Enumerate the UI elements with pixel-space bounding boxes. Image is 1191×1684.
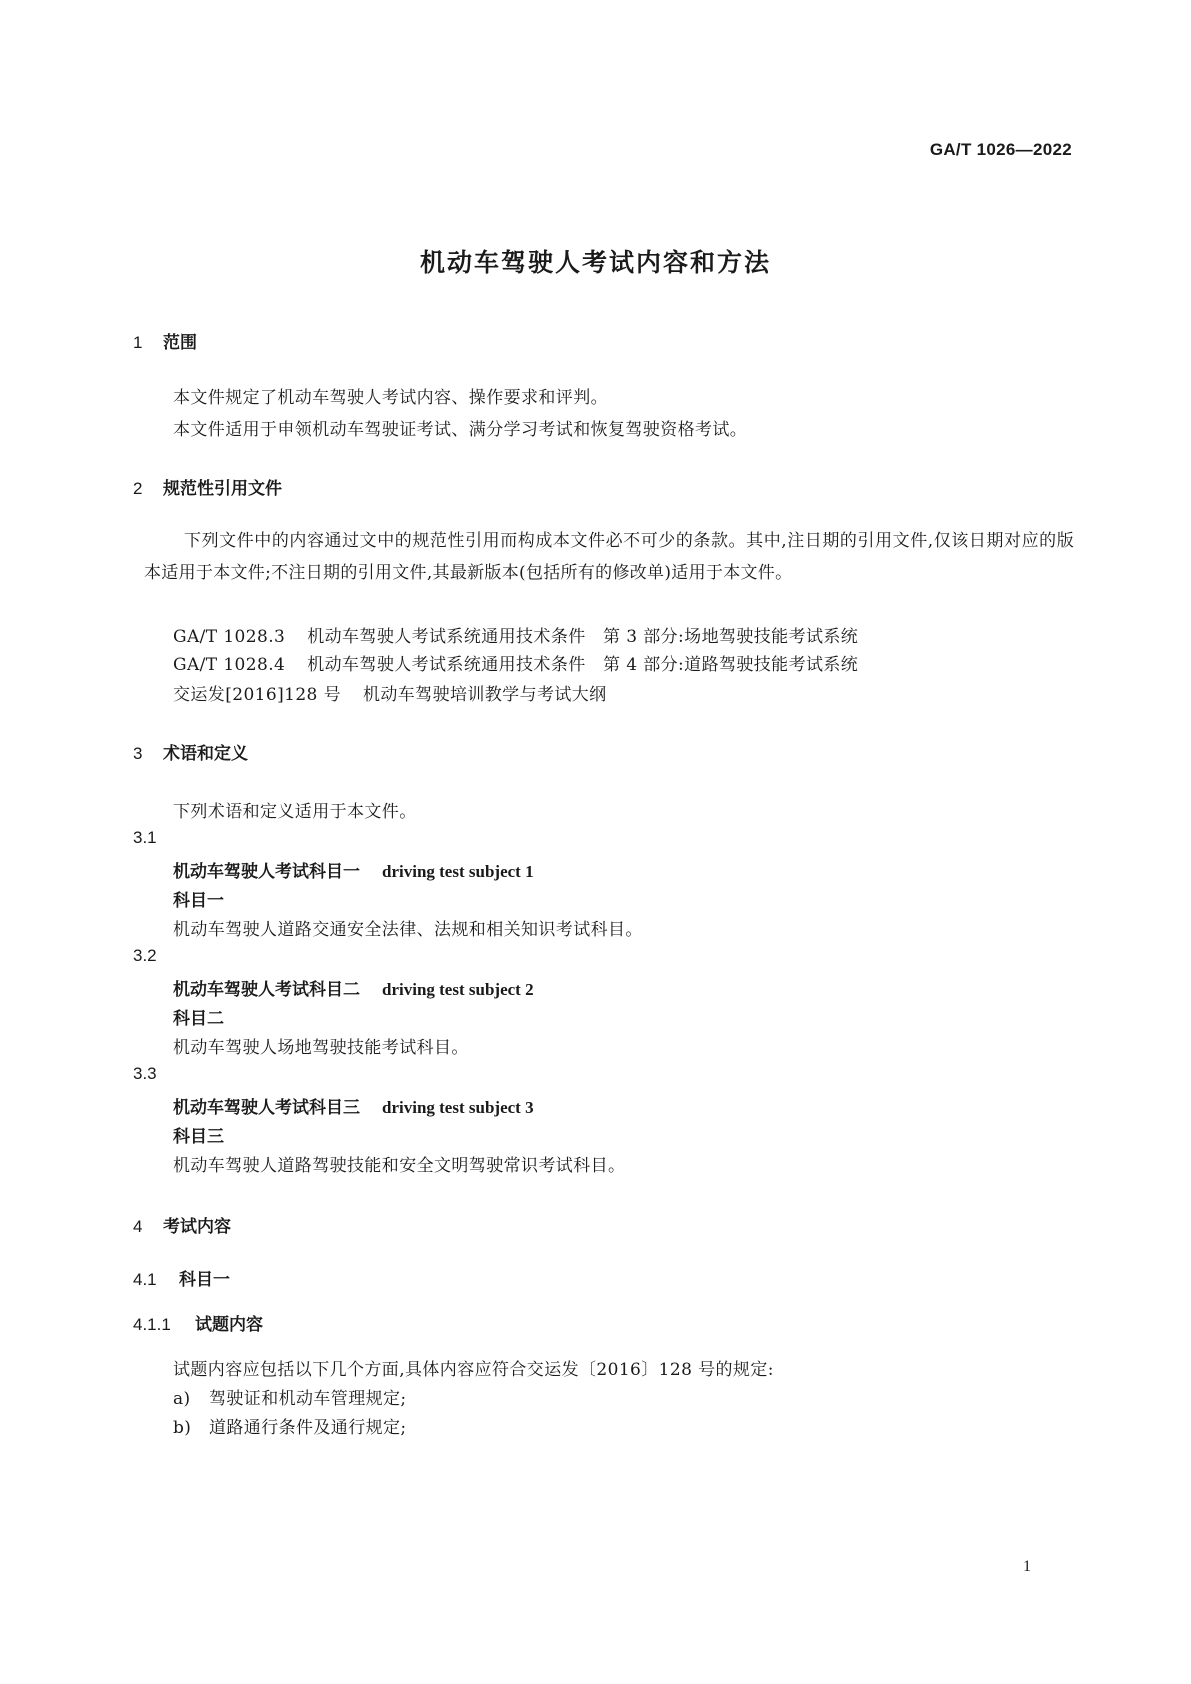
section-title: 科目一: [179, 1270, 230, 1290]
reference-item: [173, 680, 607, 705]
reference-code: 交运发[2016]128 号: [173, 685, 341, 705]
subsection-4-1-heading: [133, 1265, 230, 1290]
subsection-4-1-1-heading: [133, 1310, 263, 1335]
section-number: 4: [133, 1217, 143, 1236]
term-alias: 科目三: [173, 1127, 224, 1147]
section-2-heading: [133, 474, 282, 499]
paragraph: 下列术语和定义适用于本文件。: [173, 802, 417, 822]
paragraph: 本文件规定了机动车驾驶人考试内容、操作要求和评判。: [173, 388, 608, 408]
term-alias: 科目一: [173, 891, 224, 911]
term-heading: [173, 857, 534, 882]
list-label: a): [173, 1389, 191, 1409]
reference-title: 机动车驾驶人考试系统通用技术条件 第 3 部分:场地驾驶技能考试系统: [307, 627, 859, 647]
list-label: b): [173, 1418, 192, 1438]
term-chinese: 机动车驾驶人考试科目一: [173, 862, 360, 882]
term-chinese: 机动车驾驶人考试科目二: [173, 980, 360, 1000]
paragraph: 下列文件中的内容通过文中的规范性引用而构成本文件必不可少的条款。其中,注日期的引用文件,仅该日期对应的版本适用于本文件;不注日期的引用文件,其最新版本(包括所有的修改单)适用于本文件。: [144, 531, 1074, 583]
list-item: [173, 1413, 407, 1438]
section-number: 4.1: [133, 1270, 157, 1289]
reference-code: GA/T 1028.4: [173, 655, 286, 675]
section-title: 试题内容: [195, 1315, 263, 1335]
term-english: driving test subject 3: [382, 1098, 534, 1117]
reference-code: GA/T 1028.3: [173, 627, 286, 647]
term-definition: 机动车驾驶人道路驾驶技能和安全文明驾驶常识考试科目。: [173, 1156, 626, 1176]
term-chinese: 机动车驾驶人考试科目三: [173, 1098, 360, 1118]
section-title: 术语和定义: [163, 744, 248, 764]
term-number: 3.2: [133, 946, 157, 965]
section-3-heading: [133, 739, 248, 764]
term-definition: 机动车驾驶人道路交通安全法律、法规和相关知识考试科目。: [173, 920, 643, 940]
term-number: 3.1: [133, 828, 157, 847]
term-english: driving test subject 1: [382, 862, 534, 881]
document-title: 机动车驾驶人考试内容和方法: [419, 248, 771, 277]
section-title: 规范性引用文件: [163, 479, 282, 499]
term-heading: [173, 975, 534, 1000]
term-definition: 机动车驾驶人场地驾驶技能考试科目。: [173, 1038, 469, 1058]
section-title: 考试内容: [163, 1217, 231, 1237]
paragraph: 本文件适用于申领机动车驾驶证考试、满分学习考试和恢复驾驶资格考试。: [173, 420, 748, 440]
term-heading: [173, 1093, 534, 1118]
section-title: 范围: [163, 333, 197, 353]
list-item: [173, 1384, 407, 1409]
paragraph: 试题内容应包括以下几个方面,具体内容应符合交运发〔2016〕128 号的规定:: [173, 1360, 774, 1380]
standard-number: GA/T 1026—2022: [929, 140, 1072, 159]
term-alias: 科目二: [173, 1009, 224, 1029]
section-number: 4.1.1: [133, 1315, 171, 1334]
reference-item: [173, 650, 858, 675]
section-number: 1: [133, 333, 143, 352]
section-number: 3: [133, 744, 143, 763]
section-number: 2: [133, 479, 143, 498]
reference-title: 机动车驾驶培训教学与考试大纲: [362, 685, 607, 705]
list-text: 驾驶证和机动车管理规定;: [209, 1389, 407, 1409]
term-number: 3.3: [133, 1064, 157, 1083]
reference-title: 机动车驾驶人考试系统通用技术条件 第 4 部分:道路驾驶技能考试系统: [307, 655, 859, 675]
page-number: 1: [1023, 1558, 1031, 1575]
reference-item: [173, 622, 858, 647]
section-1-heading: [133, 328, 197, 353]
list-text: 道路通行条件及通行规定;: [209, 1418, 407, 1438]
section-4-heading: [133, 1212, 231, 1237]
term-english: driving test subject 2: [382, 980, 534, 999]
